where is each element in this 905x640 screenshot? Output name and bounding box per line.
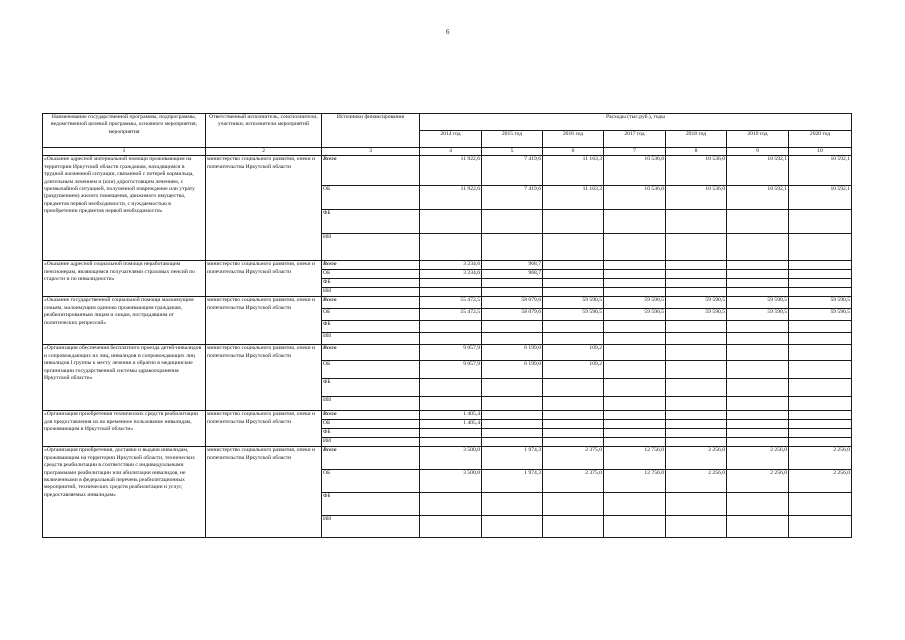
expense-value xyxy=(727,438,789,447)
expense-value: 109,2 xyxy=(543,345,604,361)
expense-value xyxy=(482,397,543,411)
expense-value xyxy=(789,361,852,379)
expense-value xyxy=(666,429,727,438)
expense-value xyxy=(666,361,727,379)
activity-name: «Организация приобретения, доставки и выдачи инвалидам, проживающим на территории Иркутской области, технических средств реабилитации в соответствии с индивидуальными программами реабилитации или абилитации инвалидов, не включенными в федеральный перечень реабилитационных мероприятий, технических средств реабилитации и услуг, предоставляемых инвалидам» xyxy=(43,447,206,538)
expense-value xyxy=(482,420,543,429)
expense-value xyxy=(543,234,604,261)
expense-value xyxy=(543,411,604,420)
funding-source: Всего xyxy=(322,411,420,420)
expense-value xyxy=(604,234,666,261)
expense-value xyxy=(727,234,789,261)
header-year: 2020 год xyxy=(789,131,852,148)
budget-table xyxy=(42,113,852,538)
expense-value xyxy=(727,516,789,538)
funding-source: ФБ xyxy=(322,493,420,516)
expense-value xyxy=(666,379,727,397)
expense-value xyxy=(666,345,727,361)
funding-source: ФБ xyxy=(322,429,420,438)
table-row xyxy=(43,411,852,420)
expense-value xyxy=(727,361,789,379)
expense-value xyxy=(420,379,482,397)
expense-value: 7 419,6 xyxy=(482,156,543,186)
expense-value xyxy=(604,411,666,420)
expense-value xyxy=(604,270,666,279)
expense-value xyxy=(482,429,543,438)
expense-value xyxy=(727,279,789,288)
expense-value: 2 375,0 xyxy=(543,447,604,470)
column-number: 9 xyxy=(727,148,789,156)
expense-value xyxy=(604,361,666,379)
expense-value xyxy=(482,321,543,333)
expense-value: 55 472,5 xyxy=(420,297,482,309)
column-number: 4 xyxy=(420,148,482,156)
expense-value xyxy=(789,397,852,411)
expense-value xyxy=(604,438,666,447)
expense-value xyxy=(420,288,482,297)
header-year: 2014 год xyxy=(420,131,482,148)
expense-value: 968,7 xyxy=(482,270,543,279)
expense-value xyxy=(420,493,482,516)
funding-source: ФБ xyxy=(322,279,420,288)
funding-source: Всего xyxy=(322,156,420,186)
expense-value xyxy=(604,420,666,429)
expense-value xyxy=(666,210,727,234)
expense-value xyxy=(604,397,666,411)
activity-name: «Оказание государственной социальной помощи малоимущим семьям, малоимущим одиноко проживающим гражданам, реабилитированным лицам и лицам, пострадавшим от политических репрессий» xyxy=(43,297,206,345)
page-number: 6 xyxy=(446,28,450,36)
expense-value: 3 500,0 xyxy=(420,470,482,493)
expense-value xyxy=(543,210,604,234)
expense-value xyxy=(666,420,727,429)
expense-value: 11 163,3 xyxy=(543,156,604,186)
expense-value: 3 234,6 xyxy=(420,261,482,270)
expense-value: 10 536,0 xyxy=(604,156,666,186)
column-number: 6 xyxy=(543,148,604,156)
table-row xyxy=(43,261,852,270)
header-responsible: Ответственный исполнитель, соисполнители, участники, исполнители мероприятий xyxy=(206,114,322,148)
expense-value xyxy=(727,379,789,397)
expense-value xyxy=(604,345,666,361)
expense-value: 3 234,6 xyxy=(420,270,482,279)
expense-value xyxy=(604,321,666,333)
expense-value xyxy=(604,493,666,516)
table-row xyxy=(43,156,852,186)
funding-source: ИИ xyxy=(322,288,420,297)
expense-value xyxy=(482,438,543,447)
expense-value xyxy=(727,429,789,438)
funding-source: ИИ xyxy=(322,516,420,538)
expense-value xyxy=(727,397,789,411)
expense-value xyxy=(543,288,604,297)
expense-value: 11 922,6 xyxy=(420,186,482,210)
expense-value xyxy=(666,261,727,270)
activity-name: «Организация обеспечения бесплатного проезда детей-инвалидов и сопровождающих их лиц, инвалидов и сопровождающих лиц инвалидов I группы к месту лечения и обратно в медицинские организации государственной системы здравоохранения Иркутской области» xyxy=(43,345,206,411)
expense-value xyxy=(420,397,482,411)
expense-value: 59 590,5 xyxy=(666,297,727,309)
funding-source: ОБ xyxy=(322,361,420,379)
expense-value xyxy=(543,379,604,397)
expense-value: 10 592,1 xyxy=(789,156,852,186)
column-number: 7 xyxy=(604,148,666,156)
funding-source: Всего xyxy=(322,297,420,309)
expense-value xyxy=(727,333,789,345)
expense-value xyxy=(666,234,727,261)
expense-value xyxy=(666,333,727,345)
column-number: 10 xyxy=(789,148,852,156)
expense-value xyxy=(727,420,789,429)
expense-value xyxy=(789,333,852,345)
expense-value xyxy=(420,234,482,261)
expense-value: 1 974,3 xyxy=(482,447,543,470)
expense-value xyxy=(789,288,852,297)
expense-value xyxy=(789,493,852,516)
table-body xyxy=(43,156,852,538)
expense-value: 6 199,0 xyxy=(482,345,543,361)
expense-value xyxy=(727,493,789,516)
expense-value: 11 163,3 xyxy=(543,186,604,210)
expense-value: 1 405,4 xyxy=(420,420,482,429)
funding-source: ФБ xyxy=(322,379,420,397)
expense-value xyxy=(727,210,789,234)
expense-value xyxy=(482,493,543,516)
expense-value xyxy=(789,321,852,333)
expense-value xyxy=(543,420,604,429)
funding-source: ИИ xyxy=(322,234,420,261)
funding-source: ФБ xyxy=(322,210,420,234)
expense-value xyxy=(543,279,604,288)
header-name: Наименование государственной программы, подпрограммы, ведомственной целевой программы, основного мероприятия, мероприятия xyxy=(43,114,206,148)
expense-value: 2 256,0 xyxy=(727,447,789,470)
expense-value xyxy=(789,279,852,288)
header-year: 2015 год xyxy=(482,131,543,148)
responsible-executor: министерство социального развития, опеки и попечительства Иркутской области xyxy=(206,156,322,261)
expense-value xyxy=(789,345,852,361)
expense-value xyxy=(482,411,543,420)
funding-source: ИИ xyxy=(322,397,420,411)
expense-value xyxy=(482,288,543,297)
expense-value: 3 500,0 xyxy=(420,447,482,470)
expense-value xyxy=(543,516,604,538)
expense-value xyxy=(727,345,789,361)
expense-value: 59 590,5 xyxy=(543,297,604,309)
expense-value: 968,7 xyxy=(482,261,543,270)
expense-value xyxy=(604,379,666,397)
expense-value xyxy=(789,210,852,234)
expense-value: 10 592,1 xyxy=(789,186,852,210)
expense-value: 59 590,5 xyxy=(727,309,789,321)
expense-value: 9 057,9 xyxy=(420,345,482,361)
expense-value xyxy=(420,516,482,538)
responsible-executor: министерство социального развития, опеки и попечительства Иркутской области xyxy=(206,261,322,297)
column-number: 8 xyxy=(666,148,727,156)
expense-value: 55 472,5 xyxy=(420,309,482,321)
expense-value: 59 590,5 xyxy=(666,309,727,321)
expense-value xyxy=(482,234,543,261)
expense-value xyxy=(420,279,482,288)
expense-value xyxy=(789,261,852,270)
expense-value xyxy=(604,516,666,538)
expense-value xyxy=(482,210,543,234)
header-year: 2017 год xyxy=(604,131,666,148)
funding-source: ИИ xyxy=(322,438,420,447)
responsible-executor: министерство социального развития, опеки и попечительства Иркутской области xyxy=(206,345,322,411)
header-year: 2018 год xyxy=(666,131,727,148)
expense-value: 59 590,5 xyxy=(543,309,604,321)
expense-value: 58 079,6 xyxy=(482,297,543,309)
header-year: 2019 год xyxy=(727,131,789,148)
expense-value xyxy=(789,270,852,279)
expense-value: 2 256,0 xyxy=(666,447,727,470)
expense-value xyxy=(482,279,543,288)
responsible-executor: министерство социального развития, опеки и попечительства Иркутской области xyxy=(206,297,322,345)
expense-value: 12 756,0 xyxy=(604,470,666,493)
expense-value xyxy=(543,429,604,438)
funding-source: ИИ xyxy=(322,333,420,345)
column-number: 3 xyxy=(322,148,420,156)
expense-value: 6 199,0 xyxy=(482,361,543,379)
expense-value xyxy=(727,261,789,270)
expense-value xyxy=(789,516,852,538)
funding-source: Всего xyxy=(322,261,420,270)
expense-value xyxy=(482,379,543,397)
expense-value: 58 079,6 xyxy=(482,309,543,321)
funding-source: ОБ xyxy=(322,420,420,429)
header-year: 2016 год xyxy=(543,131,604,148)
expense-value xyxy=(604,333,666,345)
expense-value: 10 536,0 xyxy=(666,186,727,210)
table-row xyxy=(43,297,852,309)
expense-value xyxy=(789,234,852,261)
expense-value: 59 590,5 xyxy=(789,297,852,309)
expense-value xyxy=(604,279,666,288)
expense-value xyxy=(727,321,789,333)
header-expenses: Расходы (тыс.руб.), годы xyxy=(420,114,852,131)
activity-name: «Оказание адресной материальной помощи проживающим на территории Иркутской области гражданам, находящимся в трудной жизненной ситуации, связанной с потерей кормильца, длительным лечением и (или) дорогостоящим лечением, с чрезвычайной ситуацией, полученной повреждение или утрату (разрушением) жилого помещения, движимого имущества, предметов первой необходимости, с нуждаемостью в приобретении предметов первой необходимости» xyxy=(43,156,206,261)
expense-value: 10 536,0 xyxy=(604,186,666,210)
expense-value xyxy=(666,438,727,447)
expense-value xyxy=(604,210,666,234)
expense-value: 1 974,3 xyxy=(482,470,543,493)
expense-value: 7 419,6 xyxy=(482,186,543,210)
expense-value: 2 375,0 xyxy=(543,470,604,493)
expense-value xyxy=(789,429,852,438)
column-number: 5 xyxy=(482,148,543,156)
funding-source: ОБ xyxy=(322,309,420,321)
expense-value: 10 592,1 xyxy=(727,156,789,186)
expense-value: 1 405,4 xyxy=(420,411,482,420)
expense-value: 59 590,5 xyxy=(604,309,666,321)
expense-value: 10 536,0 xyxy=(666,156,727,186)
expense-value: 59 590,5 xyxy=(789,309,852,321)
expense-value xyxy=(666,411,727,420)
header-source: Источники финансирования xyxy=(322,114,420,148)
expense-value: 2 256,0 xyxy=(789,470,852,493)
expense-value xyxy=(482,333,543,345)
expense-value xyxy=(420,429,482,438)
expense-value: 59 590,5 xyxy=(727,297,789,309)
funding-source: Всего xyxy=(322,447,420,470)
expense-value xyxy=(789,438,852,447)
expense-value xyxy=(789,420,852,429)
funding-source: ОБ xyxy=(322,186,420,210)
expense-value xyxy=(666,516,727,538)
expense-value xyxy=(543,261,604,270)
activity-name: «Организация приобретения технических средств реабилитации для предоставления их во временное пользование инвалидам, проживающим в Иркутской области» xyxy=(43,411,206,447)
expense-value: 59 590,5 xyxy=(604,297,666,309)
expense-value xyxy=(604,261,666,270)
expense-value xyxy=(604,288,666,297)
expense-value xyxy=(543,333,604,345)
expense-value xyxy=(666,397,727,411)
expense-value xyxy=(482,516,543,538)
expense-value xyxy=(727,288,789,297)
funding-source: ОБ xyxy=(322,270,420,279)
responsible-executor: министерство социального развития, опеки и попечительства Иркутской области xyxy=(206,447,322,538)
column-number: 1 xyxy=(43,148,206,156)
expense-value xyxy=(543,438,604,447)
expense-value xyxy=(727,270,789,279)
funding-source: ФБ xyxy=(322,321,420,333)
expense-value xyxy=(420,333,482,345)
expense-value xyxy=(666,270,727,279)
expense-value: 10 592,1 xyxy=(727,186,789,210)
expense-value: 11 922,6 xyxy=(420,156,482,186)
expense-value xyxy=(789,411,852,420)
table-row xyxy=(43,345,852,361)
expense-value: 9 057,9 xyxy=(420,361,482,379)
funding-source: ОБ xyxy=(322,470,420,493)
expense-value: 12 756,0 xyxy=(604,447,666,470)
expense-value xyxy=(666,279,727,288)
expense-value xyxy=(543,397,604,411)
expense-value xyxy=(543,493,604,516)
funding-source: Всего xyxy=(322,345,420,361)
expense-value xyxy=(666,288,727,297)
expense-value xyxy=(604,429,666,438)
expense-value xyxy=(666,321,727,333)
expense-value xyxy=(543,270,604,279)
expense-value xyxy=(420,438,482,447)
expense-value: 2 256,0 xyxy=(727,470,789,493)
expense-value: 2 256,0 xyxy=(789,447,852,470)
column-number: 2 xyxy=(206,148,322,156)
expense-value xyxy=(420,210,482,234)
expense-value: 109,2 xyxy=(543,361,604,379)
expense-value xyxy=(727,411,789,420)
responsible-executor: министерство социального развития, опеки и попечительства Иркутской области xyxy=(206,411,322,447)
activity-name: «Оказание адресной социальной помощи неработающим пенсионерам, являющимся получателями страховых пенсий по старости и по инвалидности» xyxy=(43,261,206,297)
table-row xyxy=(43,447,852,470)
expense-value xyxy=(420,321,482,333)
expense-value xyxy=(789,379,852,397)
expense-value: 2 256,0 xyxy=(666,470,727,493)
expense-value xyxy=(543,321,604,333)
expense-value xyxy=(666,493,727,516)
